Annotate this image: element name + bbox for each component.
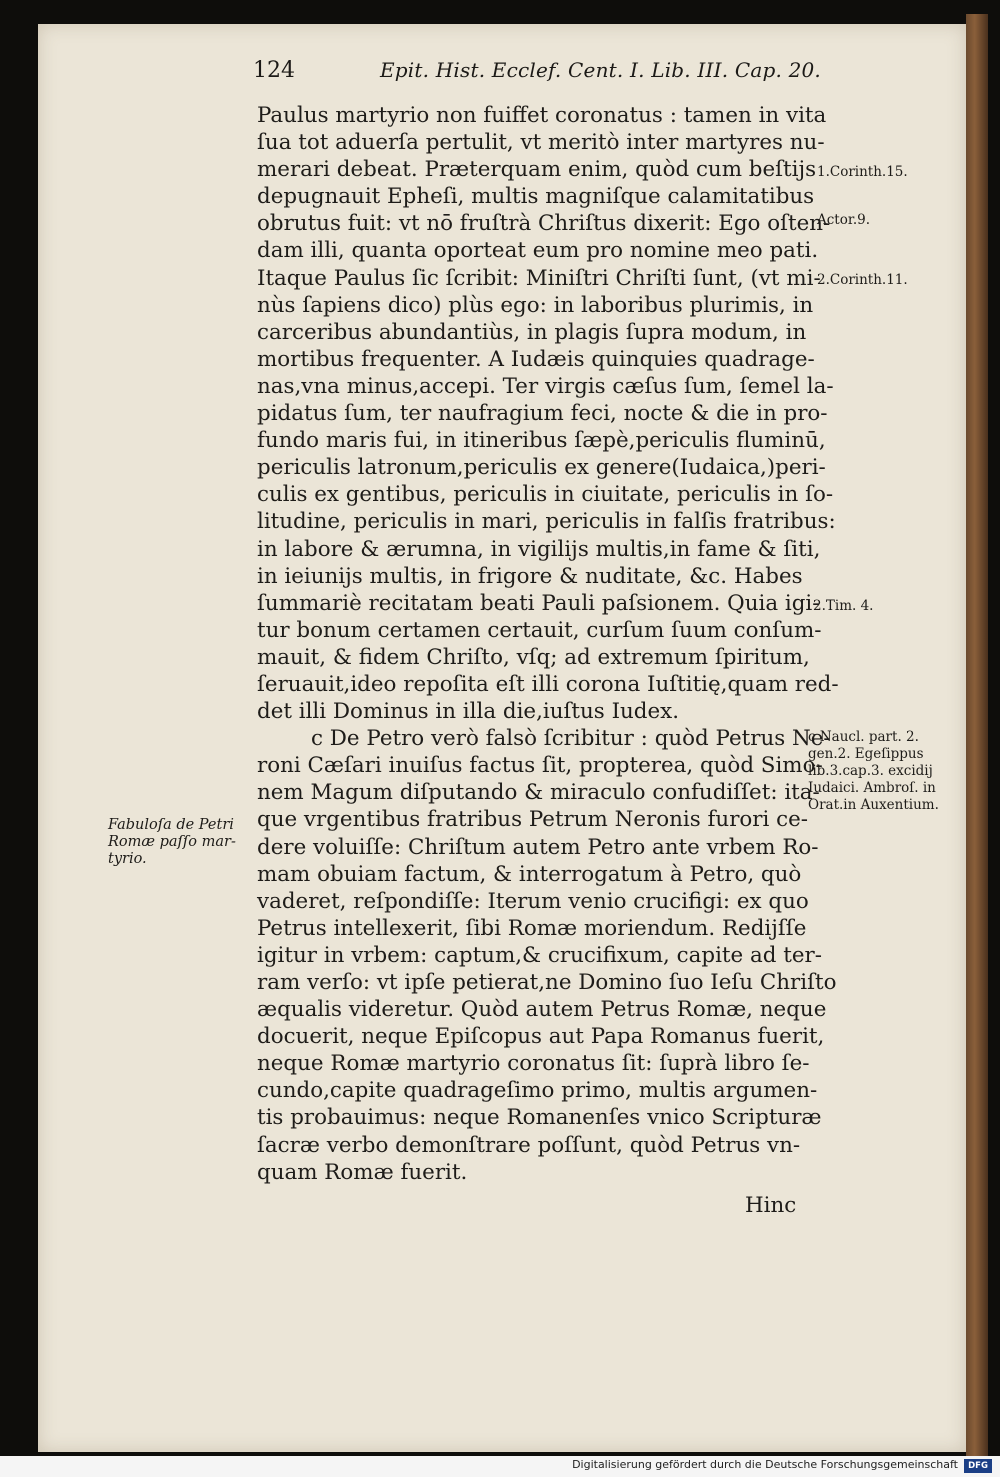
text-line: ſeruauit,ideo repoſita eſt illi corona Iuſtitię,quam red-	[257, 671, 839, 697]
text-line: litudine, periculis in mari, periculis in falſis fratribus:	[257, 509, 836, 535]
margin-note-corinth2: 2.Corinth.11.	[817, 272, 908, 288]
text-line: igitur in vrbem: captum,& crucifixum, capite ad ter-	[257, 942, 822, 968]
margin-note-corinth1: 1.Corinth.15.	[817, 164, 908, 180]
text-line: nas,vna minus,accepi. Ter virgis cæſus ſum, ſemel la-	[257, 373, 834, 399]
text-line: depugnauit Epheſi, multis magniſque calamitatibus	[257, 184, 815, 210]
text-line: Paulus martyrio non fuiffet coronatus : tamen in vita	[257, 103, 827, 128]
text-line: docuerit, neque Epiſcopus aut Papa Romanus fuerit,	[257, 1024, 825, 1050]
text-line: neque Romæ martyrio coronatus ſit: ſuprà libro ſe-	[257, 1051, 810, 1077]
text-line: que vrgentibus fratribus Petrum Neronis furori ce-	[257, 807, 809, 833]
margin-note-line: Orat.in Auxentium.	[808, 797, 939, 813]
text-line: fundo maris fui, in itineribus ſæpè,periculis fluminū,	[257, 428, 826, 454]
text-line: tis probauimus: neque Romanenſes vnico Scripturæ	[257, 1105, 822, 1131]
text-line: pidatus ſum, ter naufragium feci, nocte & die in pro-	[257, 401, 828, 427]
margin-note-actor9: Actor.9.	[817, 212, 871, 228]
text-line: quam Romæ fuerit.	[257, 1159, 468, 1185]
text-line: ſua tot aduerſa pertulit, vt meritò inter martyres nu-	[257, 130, 825, 156]
margin-note-tim4: 2.Tim. 4.	[813, 598, 874, 614]
catchword: Hinc	[745, 1193, 797, 1218]
text-line: nem Magum diſputando & miraculo confudiſſet: ita-	[257, 780, 820, 806]
footer-credit: Digitalisierung gefördert durch die Deutsche Forschungsgemeinschaft	[572, 1458, 958, 1471]
text-line: dere voluiſſe: Chriſtum autem Petro ante vrbem Ro-	[257, 834, 819, 860]
text-line: mauit, & fidem Chriſto, vſq; ad extremum ſpiritum,	[257, 644, 810, 670]
main-text	[257, 102, 839, 1186]
book-spine	[966, 14, 988, 1462]
text-line: roni Cæſari inuiſus factus ſit, propterea, quòd Simo-	[257, 753, 823, 779]
text-line: mortibus frequenter. A Iudæis quinquies quadrage-	[257, 346, 815, 372]
text-line: cundo,capite quadrageſimo primo, multis argumen-	[257, 1078, 818, 1104]
text-line: periculis latronum,periculis ex genere(Iudaica,)peri-	[257, 455, 826, 481]
text-line: tur bonum certamen certauit, curſum ſuum conſum-	[257, 617, 822, 643]
text-line: culis ex gentibus, periculis in ciuitate, periculis in ſo-	[257, 482, 834, 508]
margin-note-line: Iudaici. Ambroſ. in	[808, 780, 936, 796]
text-line: nùs ſapiens dico) plùs ego: in laboribus plurimis, in	[257, 292, 814, 318]
dfg-logo-icon: DFG	[964, 1459, 992, 1473]
text-line: carceribus abundantiùs, in plagis ſupra modum, in	[257, 319, 807, 345]
text-line: ram verſo: vt ipſe petierat,ne Domino ſuo Ieſu Chriſto	[257, 970, 837, 995]
text-line: Petrus intellexerit, ſibi Romæ moriendum. Redijſſe	[257, 915, 807, 941]
text-line: æqualis videretur. Quòd autem Petrus Romæ, neque	[257, 997, 827, 1023]
page-header	[0, 52, 1000, 92]
text-line: merari debeat. Præterquam enim, quòd cum beſtijs	[257, 157, 817, 183]
margin-note-line: c Naucl. part. 2.	[808, 729, 919, 745]
text-line: vaderet, reſpondiſſe: Iterum venio crucifigi: ex quo	[257, 888, 809, 914]
text-line: obrutus fuit: vt nō fruſtrà Chriſtus dixerit: Ego oſten-	[257, 211, 831, 237]
margin-note-line: Fabuloſa de Petri	[108, 817, 234, 833]
text-line: det illi Dominus in illa die,iuſtus Iudex.	[257, 699, 680, 725]
footer-bar	[0, 1456, 1000, 1477]
text-line: dam illi, quanta oporteat eum pro nomine meo pati.	[257, 238, 819, 264]
running-title: Epit. Hist. Ecclef. Cent. I. Lib. III. Cap. 20.	[380, 58, 821, 82]
text-line: Itaque Paulus ſic ſcribit: Miniſtri Chriſti ſunt, (vt mi-	[257, 265, 821, 291]
margin-note-line: gen.2. Egeſippus	[808, 746, 924, 762]
margin-note-nauclerus	[808, 729, 939, 814]
text-line: ſacræ verbo demonſtrare poſſunt, quòd Petrus vn-	[257, 1132, 801, 1158]
margin-note-fabulosa	[108, 817, 236, 868]
margin-note-line: Romæ paſſo mar-	[108, 834, 236, 850]
page-number: 124	[253, 58, 295, 83]
margin-note-line: tyrio.	[108, 851, 147, 867]
text-line: ſummariè recitatam beati Pauli paſsionem. Quia igi-	[257, 590, 820, 616]
text-line: c De Petro verò falsò ſcribitur : quòd Petrus Ne-	[311, 726, 831, 752]
text-line: in labore & ærumna, in vigilijs multis,in fame & ſiti,	[257, 536, 821, 562]
text-line: in ieiunijs multis, in frigore & nuditate, &c. Habes	[257, 563, 803, 589]
margin-note-line: lib.3.cap.3. excidij	[808, 763, 933, 779]
text-line: mam obuiam factum, & interrogatum à Petro, quò	[257, 861, 802, 887]
